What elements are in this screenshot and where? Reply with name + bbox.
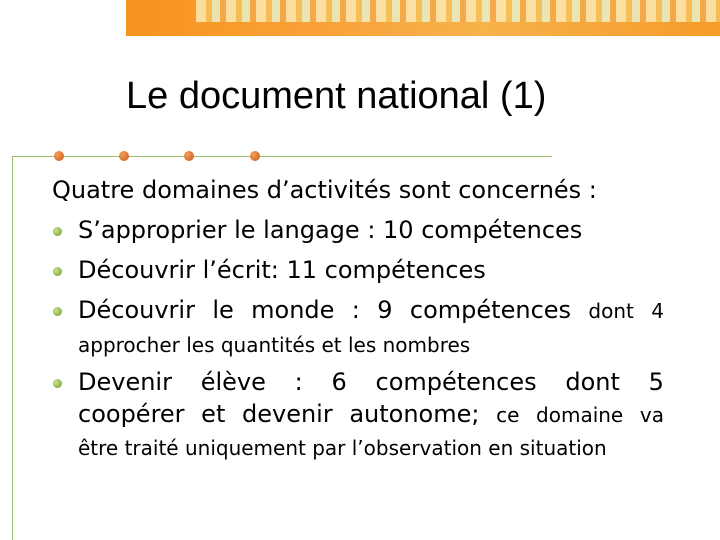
- bullet-icon: [53, 267, 62, 276]
- word: élève: [200, 368, 266, 396]
- word: dont: [588, 299, 634, 323]
- slide-title: Le document national (1): [126, 75, 547, 117]
- word: compétences: [375, 368, 537, 396]
- banner-pattern: [196, 0, 720, 22]
- word: dont: [565, 368, 620, 396]
- word: monde: [251, 296, 335, 324]
- word: ce: [496, 403, 520, 427]
- word: :: [351, 296, 360, 324]
- word: 5: [648, 368, 664, 396]
- word: 4: [651, 299, 664, 323]
- word: va: [639, 403, 664, 427]
- word: domaine: [536, 403, 624, 427]
- frame-dot: [54, 151, 64, 161]
- word: le: [212, 296, 234, 324]
- word: coopérer: [78, 400, 185, 428]
- frame-dot: [184, 151, 194, 161]
- decorative-banner: [126, 0, 720, 36]
- bullet-monde-line2: approcher les quantités et les nombres: [78, 333, 471, 357]
- bullet-monde-line1: [78, 295, 664, 326]
- bullet-langage: S’approprier le langage : 10 compétences: [78, 216, 583, 244]
- word: Découvrir: [78, 296, 195, 324]
- word: 9: [377, 296, 393, 324]
- frame-vertical-line: [12, 156, 13, 540]
- word: devenir: [241, 400, 333, 428]
- bullet-eleve-line2: [78, 399, 664, 430]
- bullet-icon: [53, 307, 62, 316]
- bullet-eleve-line1: [78, 367, 664, 397]
- bullet-icon: [53, 379, 62, 388]
- frame-horizontal-line: [12, 156, 552, 157]
- frame-dot: [119, 151, 129, 161]
- word: compétences: [409, 296, 572, 324]
- bullet-eleve-line3: être traité uniquement par l’observation en situation: [78, 436, 607, 460]
- word: 6: [331, 368, 347, 396]
- word: autonome;: [349, 400, 480, 428]
- frame-dot: [250, 151, 260, 161]
- bullet-icon: [53, 227, 62, 236]
- word: et: [201, 400, 226, 428]
- word: Devenir: [78, 368, 172, 396]
- bullet-ecrit: Découvrir l’écrit: 11 compétences: [78, 256, 486, 284]
- intro-text: Quatre domaines d’activités sont concernés :: [52, 176, 597, 204]
- word: :: [294, 368, 303, 396]
